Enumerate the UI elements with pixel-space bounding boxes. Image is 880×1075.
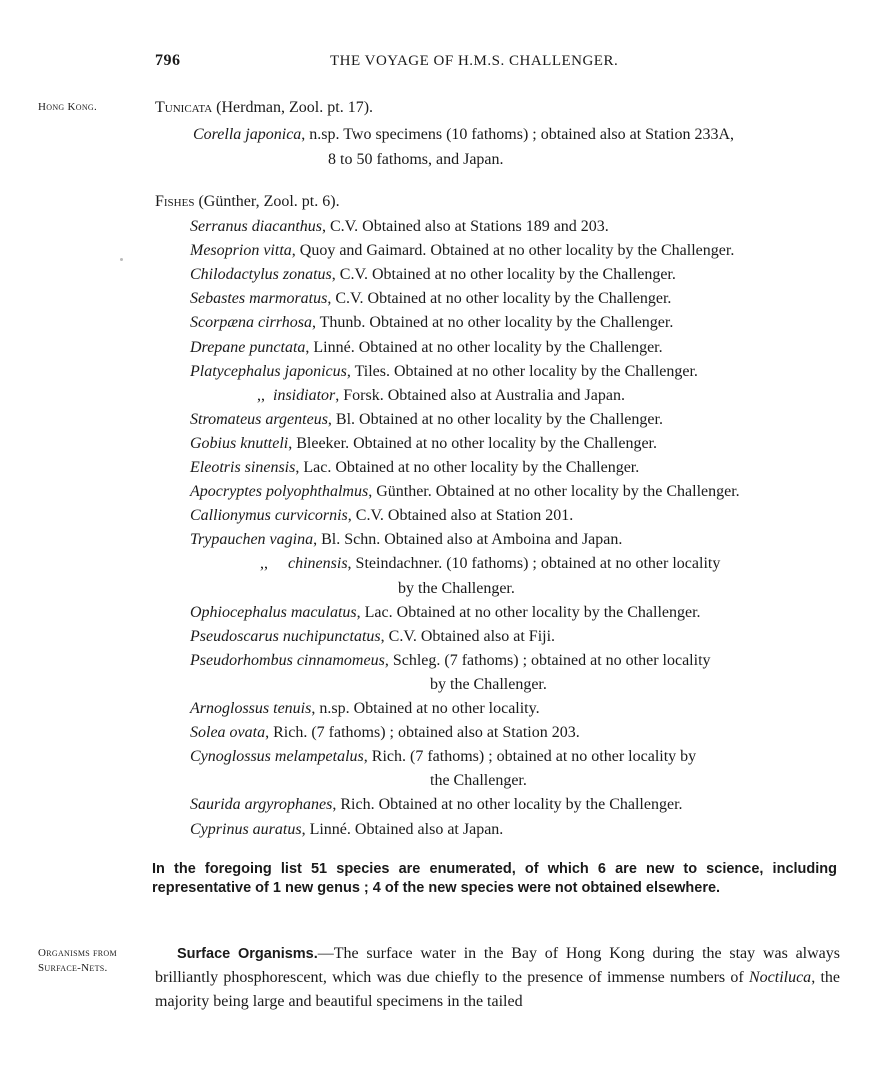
tunicata-heading — [155, 96, 373, 119]
fish-entry — [190, 408, 663, 431]
fish-entry-details: , Quoy and Gaimard. Obtained at no other locality by the Challenger. — [291, 242, 735, 260]
fish-entry — [190, 456, 639, 479]
fish-entry-details: , C.V. Obtained at no other locality by the Challenger. — [327, 290, 672, 308]
fish-entry-continuation: the Challenger. — [430, 772, 527, 790]
fish-species-name: Callionymus curvicornis — [190, 507, 348, 525]
fish-species-name: Saurida argyrophanes — [190, 796, 333, 814]
fish-species-name: Gobius knutteli — [190, 434, 289, 452]
fish-entry-details: , Lac. Obtained at no other locality by the Challenger. — [356, 603, 701, 621]
fish-entry-details: , n.sp. Obtained at no other locality. — [311, 700, 540, 717]
fish-entry — [190, 311, 673, 334]
fish-entry — [190, 649, 711, 672]
fish-entry — [190, 239, 734, 262]
fish-species-name: Pseudoscarus nuchipunctatus — [190, 627, 381, 645]
fish-entry-details: , Rich. (7 fathoms) ; obtained also at Station 203. — [265, 724, 580, 742]
fish-entry-details: , Bl. Obtained at no other locality by the Challenger. — [327, 410, 663, 428]
fish-species-name: Cyprinus auratus — [190, 820, 302, 838]
ditto-mark: ,, — [260, 555, 268, 573]
fish-entry-details: , C.V. Obtained also at Station 201. — [347, 507, 574, 525]
fish-entry — [190, 601, 701, 624]
species-summary: In the foregoing list 51 species are enumerated, of which 6 are new to science, including representative of 1 new genus ; 4 of the new species were not obtained elsewhere. — [152, 861, 837, 896]
tunicata-heading-name: Tunicata — [155, 99, 213, 116]
sidenote-hong-kong: Hong Kong. — [38, 101, 98, 113]
fish-species-name: Apocryptes polyophthalmus — [190, 483, 369, 501]
fish-entry-details: , Bleeker. Obtained at no other locality by the Challenger. — [288, 434, 657, 452]
tunicata-entry-rest: , n.sp. Two specimens (10 fathoms) ; obtained also at Station 233A, — [301, 126, 735, 143]
stray-dot — [120, 258, 123, 261]
running-title: THE VOYAGE OF H.M.S. CHALLENGER. — [330, 53, 619, 69]
sidenote-organisms-line1: Organisms from — [38, 947, 117, 959]
surface-italic-term: Noctiluca — [748, 969, 812, 986]
fish-entry — [190, 360, 698, 383]
fish-entry — [260, 552, 721, 575]
fish-entry — [190, 793, 683, 816]
fish-species-name: Serranus diacanthus — [190, 218, 322, 235]
fish-entry-details: , Thunb. Obtained at no other locality by the Challenger. — [311, 314, 674, 332]
page-number: 796 — [155, 52, 181, 69]
fish-entry-details: , C.V. Obtained also at Stations 189 and 203. — [322, 218, 609, 235]
fish-species-name: Mesoprion vitta — [190, 242, 292, 260]
fish-species-name: Cynoglossus melampetalus — [190, 748, 364, 766]
tunicata-entry-line2: 8 to 50 fathoms, and Japan. — [328, 151, 504, 168]
fishes-heading-ref: (Günther, Zool. pt. 6). — [194, 193, 340, 210]
fish-entry-continuation: by the Challenger. — [430, 675, 547, 693]
fish-entry-details: , Linné. Obtained at no other locality by the Challenger. — [305, 338, 663, 356]
surface-organisms-heading: Surface Organisms. — [177, 946, 318, 962]
fish-entry — [190, 745, 696, 768]
tunicata-entry-line1 — [193, 123, 734, 146]
fish-entry-details: , C.V. Obtained at no other locality by the Challenger. — [331, 266, 676, 284]
fish-entry — [190, 480, 740, 503]
fish-entry — [190, 215, 609, 238]
fish-species-name: Ophiocephalus maculatus — [190, 603, 357, 621]
fish-entry-continuation: by the Challenger. — [398, 579, 515, 597]
fish-entry-details: , Tiles. Obtained at no other locality by the Challenger. — [346, 362, 698, 380]
fish-species-name: Chilodactylus zonatus — [190, 266, 332, 284]
fish-species-name: Eleotris sinensis — [190, 459, 296, 476]
fish-entry — [190, 336, 663, 359]
fish-species-name: Platycephalus japonicus — [190, 362, 347, 380]
fish-entry-details: , Günther. Obtained at no other locality by the Challenger. — [368, 483, 740, 501]
fish-entry-details: , Schleg. (7 fathoms) ; obtained at no other locality — [384, 651, 711, 669]
fish-entry — [190, 721, 580, 744]
fish-entry-details: , Lac. Obtained at no other locality by the Challenger. — [295, 459, 640, 476]
fish-species-name: Pseudorhombus cinnamomeus — [190, 651, 385, 669]
surface-text-before: —The surface water in the Bay of Hong Kong during the stay was always brilliantly phosphorescent, which was due chiefly to the presence of immense numbers of — [155, 945, 841, 986]
fish-species-name: chinensis — [288, 555, 348, 573]
fish-species-name: Trypauchen vagina — [190, 531, 314, 549]
fish-species-name: Drepane punctata — [190, 338, 306, 356]
fish-species-name: Solea ovata — [190, 724, 266, 742]
fish-entry — [190, 287, 671, 310]
surface-organisms-paragraph — [155, 942, 840, 1014]
fish-entry — [190, 528, 622, 551]
fish-entry-details: , Rich. Obtained at no other locality by the Challenger. — [332, 796, 683, 814]
fish-entry-details: , Rich. (7 fathoms) ; obtained at no other locality by — [363, 748, 697, 766]
fishes-heading — [155, 190, 340, 213]
tunicata-heading-ref: (Herdman, Zool. pt. 17). — [212, 99, 374, 116]
fishes-heading-name: Fishes — [155, 193, 195, 210]
fish-entry — [190, 432, 657, 455]
fish-entry-details: , Forsk. Obtained also at Australia and Japan. — [335, 386, 625, 404]
fish-species-name: Scorpæna cirrhosa — [190, 314, 312, 332]
fish-species-name: insidiator — [273, 386, 336, 404]
fish-entry-details: , Linné. Obtained also at Japan. — [301, 820, 504, 838]
sidenote-organisms-line2: Surface-Nets. — [38, 962, 108, 974]
fish-entry-details: , Steindachner. (10 fathoms) ; obtained at no other locality — [347, 555, 721, 573]
fish-entry — [190, 504, 573, 527]
surface-text-after: , the majority being large and beautiful specimens in the tailed — [155, 969, 840, 1010]
tunicata-species-name: Corella japonica — [193, 126, 302, 143]
fish-species-name: Stromateus argenteus — [190, 410, 328, 428]
fish-entry — [190, 818, 503, 841]
fish-entry — [190, 625, 555, 648]
fish-entry — [190, 697, 540, 720]
fish-entry-details: , Bl. Schn. Obtained also at Amboina and Japan. — [313, 531, 623, 549]
fish-entry-details: , C.V. Obtained also at Fiji. — [380, 627, 556, 645]
fish-entry — [257, 384, 625, 407]
fish-species-name: Sebastes marmoratus — [190, 290, 328, 308]
fish-species-name: Arnoglossus tenuis — [190, 700, 312, 717]
fish-entry — [190, 263, 676, 286]
ditto-mark: ,, — [257, 386, 265, 404]
